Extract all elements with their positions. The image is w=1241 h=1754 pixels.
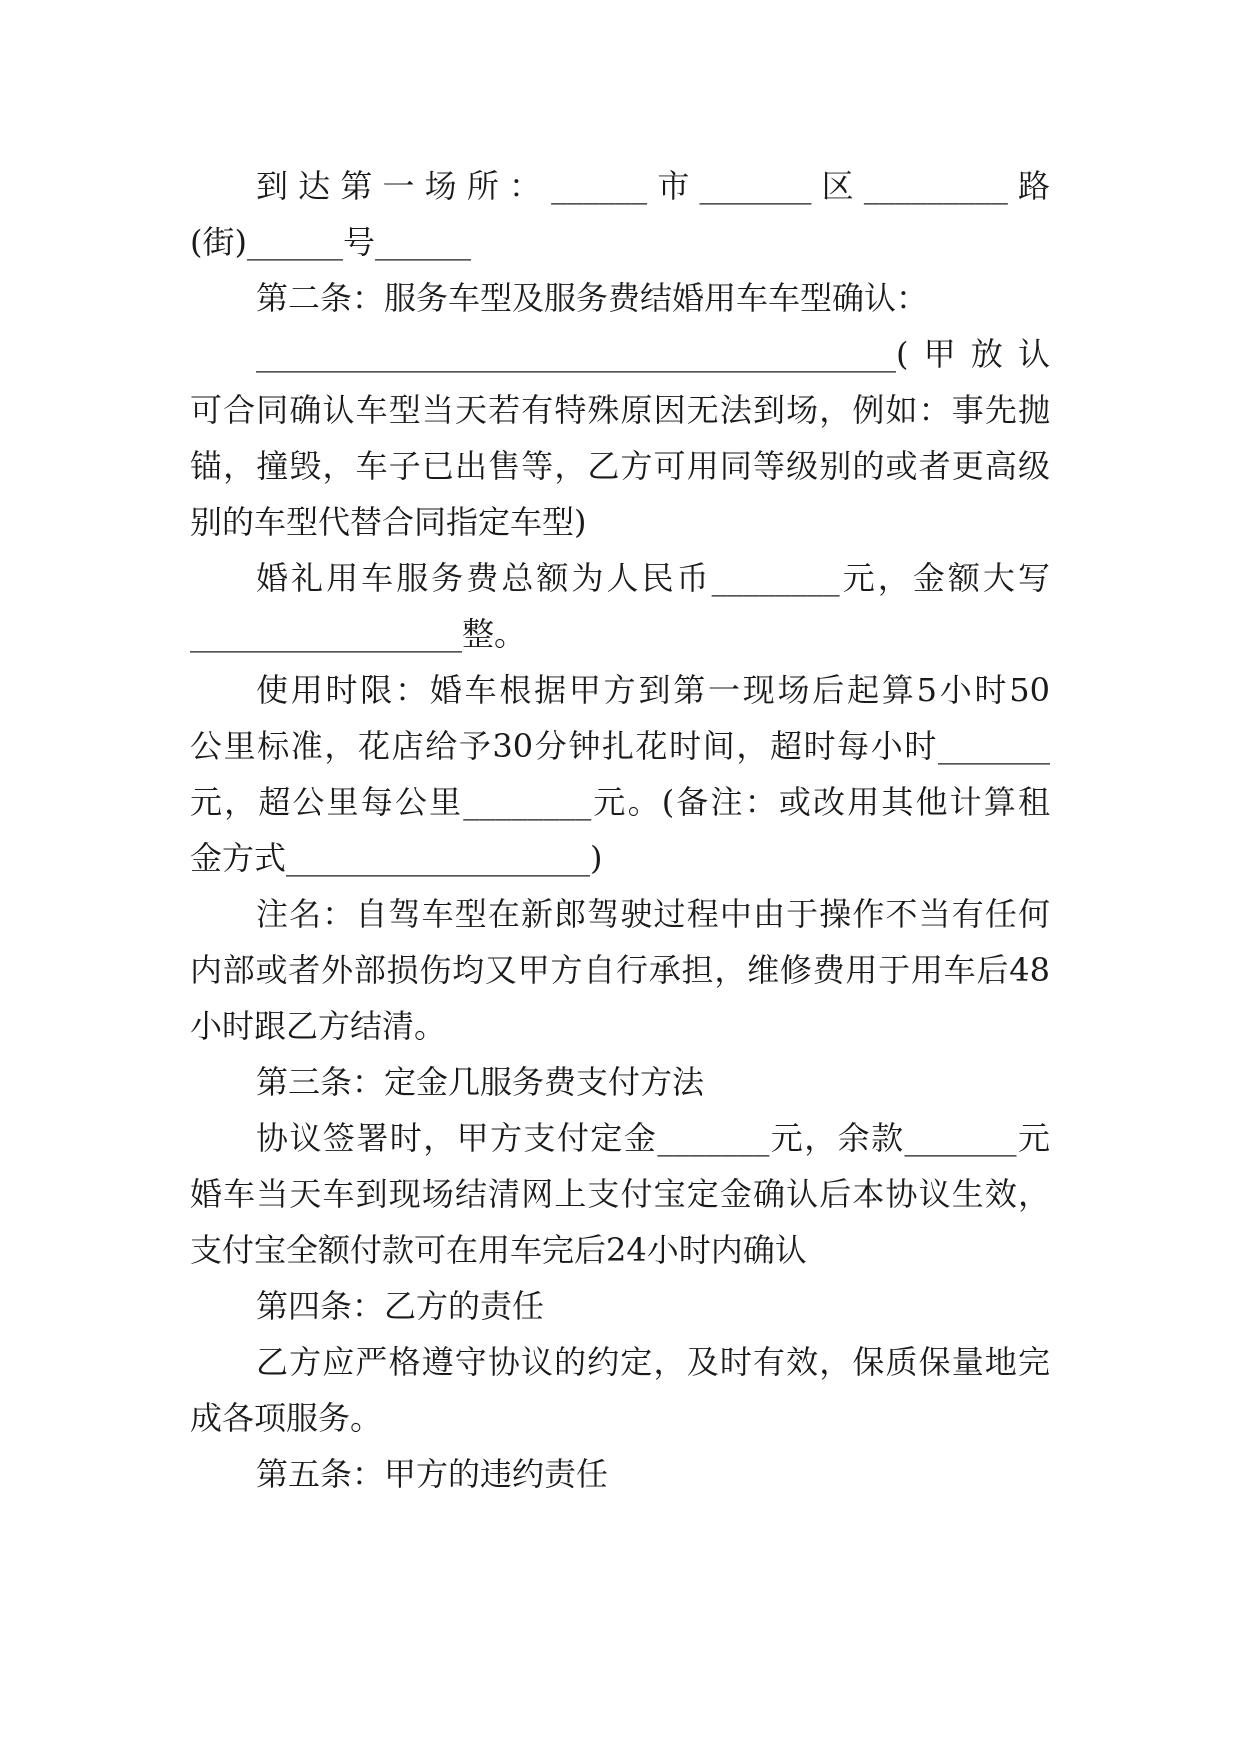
text-line-payment-1: 婚车当天车到现场结清网上支付宝定金确认后本协议生效， [190,1175,1050,1213]
text-line-note-2: 内部或者外部损伤均又甲方自行承担，维修费用于用车后48 [190,951,1050,989]
text-line-car-model-note-3: 别的车型代替合同指定车型) [190,503,587,541]
text-line-party-b-duty-1: 乙方应严格遵守协议的约定，及时有效，保质保量地完 [256,1343,1050,1381]
article-3-heading: 第三条：定金几服务费支付方法 [256,1063,705,1101]
text-line-usage-limit-1: 使用时限：婚车根据甲方到第一现场后起算5小时50 [256,671,1050,709]
text-line-car-model-note-1: 可合同确认车型当天若有特殊原因无法到场，例如：事先抛 [190,391,1050,429]
text-line-service-fee: 婚礼用车服务费总额为人民币________元，金额大写 [256,559,1050,597]
text-line-usage-limit-3: 元，超公里每公里________元。(备注：或改用其他计算租 [190,783,1050,821]
text-line-payment-2: 支付宝全额付款可在用车完后24小时内确认 [190,1231,807,1269]
text-line-car-model-blank: ________________________________________(甲放认 [256,335,1050,373]
article-4-heading: 第四条：乙方的责任 [256,1287,545,1325]
text-line-note-1: 注名：自驾车型在新郎驾驶过程中由于操作不当有任何 [256,895,1050,933]
article-2-heading: 第二条：服务车型及服务费结婚用车车型确认： [256,279,929,317]
text-line-usage-limit-4: 金方式___________________) [190,839,603,877]
text-line-fee-uppercase: _________________整。 [190,615,527,653]
text-line-car-model-note-2: 锚，撞毁，车子已出售等，乙方可用同等级别的或者更高级 [190,447,1050,485]
text-line-first-venue: 到达第一场所：______市_______区_________路 [256,167,1050,205]
text-line-party-b-duty-2: 成各项服务。 [190,1399,383,1437]
text-line-usage-limit-2: 公里标准，花店给予30分钟扎花时间，超时每小时_______ [190,727,1050,765]
text-line-note-3: 小时跟乙方结清。 [190,1007,447,1045]
text-line-deposit: 协议签署时，甲方支付定金_______元，余款_______元 [256,1119,1050,1157]
article-5-heading: 第五条：甲方的违约责任 [256,1455,609,1493]
text-line-street-number: (街)______号______ [190,223,471,261]
